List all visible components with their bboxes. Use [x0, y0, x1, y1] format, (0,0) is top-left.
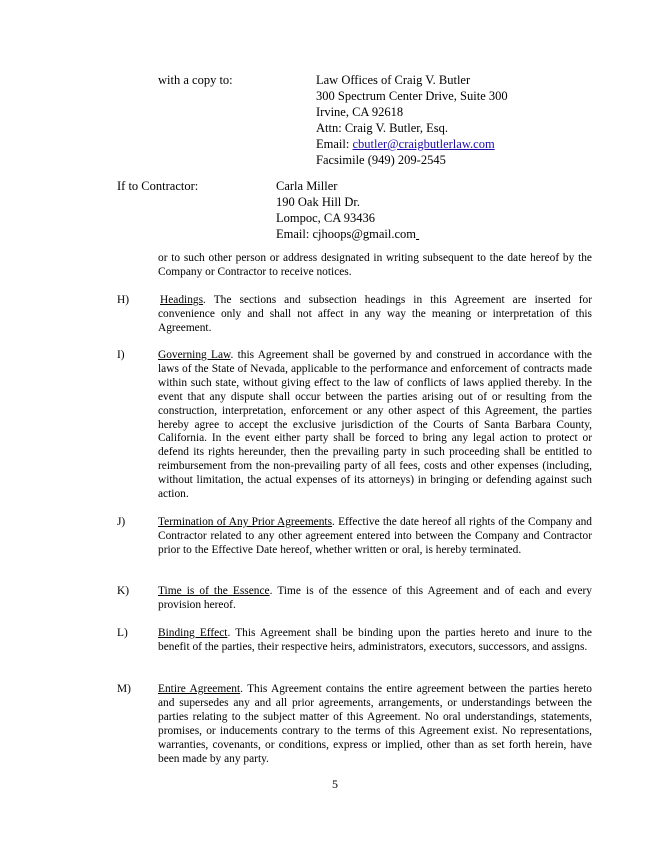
page-number: 5	[332, 777, 338, 791]
section-k-paragraph	[158, 585, 592, 613]
copy-to-line: Attn: Craig V. Butler, Esq.	[316, 121, 449, 135]
section-letter-m: M)	[117, 683, 131, 695]
section-m-heading: Entire Agreement	[158, 683, 241, 695]
email-underline-tail	[416, 227, 419, 241]
section-h-text: . The sections and subsection headings in this Agreement are inserted for convenience only and shall not affect in any way the meaning or interpretation of this Agreement.	[158, 294, 592, 334]
section-l-paragraph	[158, 627, 592, 655]
copy-to-email-link[interactable]: cbutler@craigbutlerlaw.com	[352, 137, 495, 151]
copy-to-line: Irvine, CA 92618	[316, 105, 404, 119]
copy-to-email-prefix: Email:	[316, 137, 353, 151]
contractor-label: If to Contractor:	[117, 179, 199, 193]
contractor-line: 190 Oak Hill Dr.	[276, 195, 361, 209]
section-h-heading: Headings	[160, 294, 204, 306]
section-m-text: . This Agreement contains the entire agreement between the parties hereto and supersedes any and all prior agreements, arrangements, or understandings between the parties relating to the subject matter of this Agreement. No oral understandings, statements, promises, or inducements contrary to the terms of this Agreement exist. No representations, warranties, covenants, or conditions, express or implied, other than as set forth herein, have been made by any party.	[158, 683, 593, 765]
contractor-line: Carla Miller	[276, 179, 338, 193]
section-j-heading: Termination of Any Prior Agreements	[158, 516, 333, 528]
copy-to-line: 300 Spectrum Center Drive, Suite 300	[316, 89, 508, 103]
section-letter-j: J)	[117, 516, 126, 528]
section-l-text: . This Agreement shall be binding upon the parties hereto and inure to the benefit of the parties, their respective heirs, administrators, executors, successors, and assigns.	[158, 627, 592, 653]
section-letter-i: I)	[117, 349, 125, 361]
contractor-email-line	[276, 226, 419, 242]
section-i-text: . this Agreement shall be governed by and construed in accordance with the laws of the State of Nevada, applicable to the performance and enforcement of contracts made within such state, without giving effect to the law of conflicts of laws applied thereby. In the event that any dispute shall occur between the parties arising out of or resulting from the construction, interpretation, enforcement or any other aspect of this Agreement, the parties hereby agree to accept the exclusive jurisdiction of the Courts of Santa Barbara County, California. In the event either party shall be forced to bring any legal action to protect or defend its rights hereunder, then the prevailing party in such proceeding shall be entitled to reimbursement from the non-prevailing party of all fees, costs and other expenses (including, without limitation, the actual expenses of its attorneys) in bringing or defending against such action.	[158, 349, 592, 501]
copy-to-line: Law Offices of Craig V. Butler	[316, 73, 471, 87]
section-m-paragraph	[158, 683, 592, 766]
copy-to-fax: Facsimile (949) 209-2545	[316, 153, 446, 167]
section-k-heading: Time is of the Essence	[158, 585, 270, 597]
contractor-address	[276, 178, 419, 242]
section-j-text: . Effective the date hereof all rights of the Company and Contractor related to any other agreement entered into between the Company and Contractor prior to the Effective Date hereof, whether written or oral, is hereby terminated.	[158, 516, 592, 556]
section-letter-l: L)	[117, 627, 128, 639]
section-k-text: . Time is of the essence of this Agreement and of each and every provision hereof.	[158, 585, 593, 611]
contractor-email: Email: cjhoops@gmail.com	[276, 227, 416, 241]
section-i-paragraph	[158, 349, 592, 502]
notice-paragraph: or to such other person or address designated in writing subsequent to the date hereof by the Company or Contractor to receive notices.	[158, 252, 592, 278]
copy-to-email-line	[316, 136, 508, 152]
section-j-paragraph	[158, 516, 592, 558]
section-letter-h: H)	[117, 294, 130, 306]
section-l-heading: Binding Effect	[158, 627, 228, 639]
section-i-heading: Governing Law	[158, 349, 231, 361]
copy-to-label: with a copy to:	[158, 73, 233, 87]
section-letter-k: K)	[117, 585, 130, 597]
copy-to-address	[316, 72, 508, 168]
contractor-line: Lompoc, CA 93436	[276, 211, 375, 225]
section-h-paragraph	[158, 294, 592, 336]
